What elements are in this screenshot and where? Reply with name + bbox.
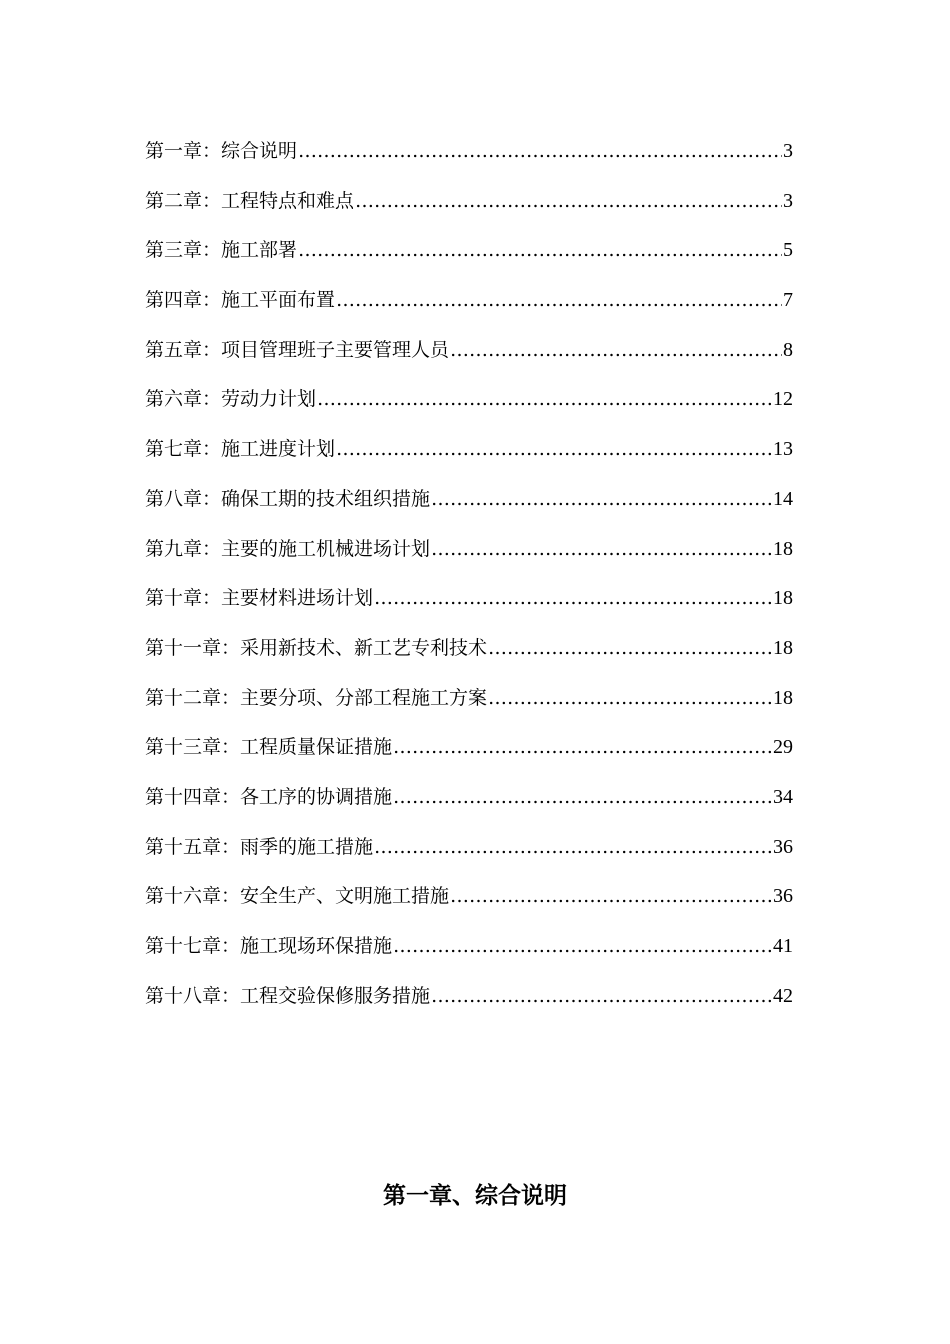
- toc-dot-leader: [393, 727, 772, 767]
- toc-entry[interactable]: [145, 230, 793, 280]
- toc-page-number: 14: [773, 487, 793, 510]
- toc-entry-title: 第九章：主要的施工机械进场计划: [145, 537, 431, 560]
- toc-entry[interactable]: [145, 976, 793, 1026]
- toc-page-number: 12: [773, 388, 793, 411]
- toc-entry[interactable]: [145, 678, 793, 728]
- toc-entry[interactable]: [145, 578, 793, 628]
- toc-entry-title: 第十七章：施工现场环保措施: [145, 935, 393, 957]
- toc-page-number: 36: [773, 835, 793, 858]
- toc-page-number: 29: [773, 736, 793, 759]
- toc-entry-title: 第一章：综合说明: [145, 140, 298, 162]
- toc-entry[interactable]: [145, 926, 793, 976]
- toc-page-number: 18: [773, 686, 793, 709]
- toc-dot-leader: [450, 330, 782, 370]
- toc-dot-leader: [298, 131, 782, 171]
- toc-entry[interactable]: [145, 727, 793, 777]
- toc-page-number: 18: [773, 537, 793, 560]
- toc-entry-title: 第十三章：工程质量保证措施: [145, 736, 393, 759]
- toc-entry[interactable]: [145, 330, 793, 380]
- toc-dot-leader: [488, 628, 772, 668]
- toc-entry[interactable]: [145, 379, 793, 429]
- toc-entry-title: 第五章：项目管理班子主要管理人员: [145, 338, 450, 361]
- toc-entry[interactable]: [145, 777, 793, 827]
- toc-entry-title: 第四章：施工平面布置: [145, 289, 336, 312]
- toc-dot-leader: [355, 181, 782, 221]
- toc-entry-title: 第十六章：安全生产、文明施工措施: [145, 885, 450, 908]
- toc-entry[interactable]: [145, 876, 793, 926]
- toc-page-number: 3: [783, 140, 793, 162]
- toc-dot-leader: [431, 976, 772, 1016]
- toc-dot-leader: [393, 777, 772, 817]
- table-of-contents: [145, 131, 793, 1025]
- toc-dot-leader: [374, 827, 772, 867]
- toc-entry-title: 第七章：施工进度计划: [145, 438, 336, 461]
- toc-page-number: 5: [783, 239, 793, 262]
- toc-page-number: 41: [773, 935, 793, 957]
- toc-dot-leader: [336, 429, 772, 469]
- toc-entry[interactable]: [145, 429, 793, 479]
- toc-entry-title: 第三章：施工部署: [145, 239, 298, 262]
- toc-page-number: 13: [773, 438, 793, 461]
- toc-entry[interactable]: [145, 131, 793, 181]
- toc-page-number: 7: [783, 289, 793, 312]
- toc-dot-leader: [298, 230, 782, 270]
- toc-entry[interactable]: [145, 280, 793, 330]
- toc-page-number: 18: [773, 587, 793, 610]
- toc-page-number: 34: [773, 785, 793, 808]
- toc-dot-leader: [317, 379, 772, 419]
- chapter-heading: 第一章、综合说明: [383, 1182, 567, 1209]
- toc-entry-title: 第十一章：采用新技术、新工艺专利技术: [145, 636, 488, 659]
- toc-entry-title: 第六章：劳动力计划: [145, 388, 317, 411]
- toc-entry-title: 第十四章：各工序的协调措施: [145, 785, 393, 808]
- toc-page-number: 8: [783, 338, 793, 361]
- toc-dot-leader: [393, 926, 772, 966]
- toc-entry-title: 第八章：确保工期的技术组织措施: [145, 487, 431, 510]
- toc-dot-leader: [450, 876, 772, 916]
- toc-page-number: 42: [773, 984, 793, 1007]
- toc-entry-title: 第十八章：工程交验保修服务措施: [145, 984, 431, 1007]
- toc-entry[interactable]: [145, 181, 793, 231]
- toc-page-number: 18: [773, 636, 793, 659]
- toc-entry-title: 第十五章：雨季的施工措施: [145, 835, 374, 858]
- toc-entry-title: 第十二章：主要分项、分部工程施工方案: [145, 686, 488, 709]
- toc-entry[interactable]: [145, 529, 793, 579]
- toc-dot-leader: [374, 578, 772, 618]
- toc-entry[interactable]: [145, 628, 793, 678]
- toc-dot-leader: [488, 678, 772, 718]
- toc-dot-leader: [431, 479, 772, 519]
- toc-entry[interactable]: [145, 827, 793, 877]
- toc-dot-leader: [336, 280, 782, 320]
- toc-entry[interactable]: [145, 479, 793, 529]
- toc-dot-leader: [431, 529, 772, 569]
- toc-entry-title: 第十章：主要材料进场计划: [145, 587, 374, 610]
- toc-entry-title: 第二章：工程特点和难点: [145, 189, 355, 212]
- toc-page-number: 3: [783, 189, 793, 212]
- toc-page-number: 36: [773, 885, 793, 908]
